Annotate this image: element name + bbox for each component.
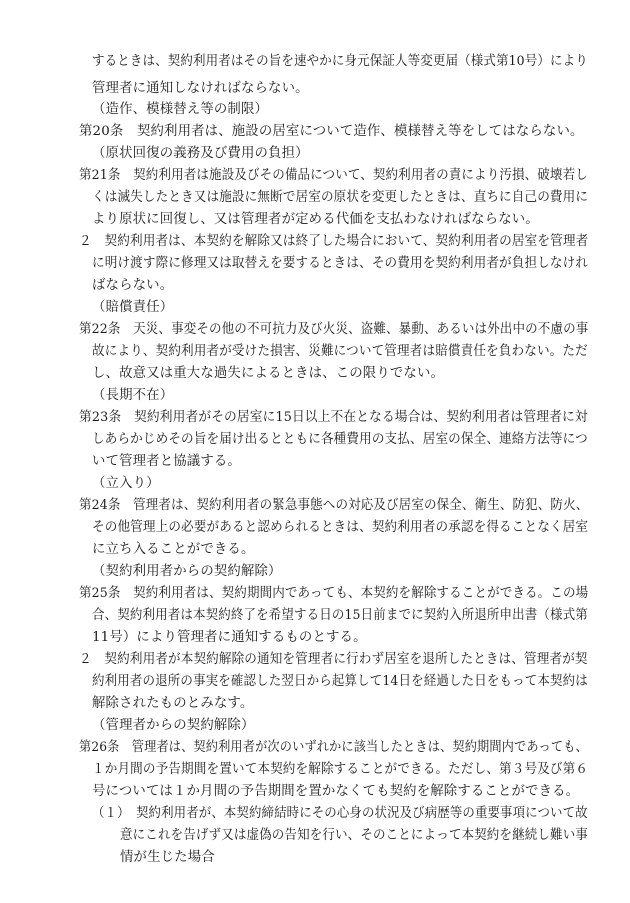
article-heading: （管理者からの契約解除） <box>92 718 255 733</box>
article-line: 第23条 契約利用者がその居室に15日以上不在となる場合は、契約利用者は管理者に対 <box>79 410 588 425</box>
article-heading: （契約利用者からの契約解除） <box>92 564 282 579</box>
text-line: より原状に回復し、又は管理者が定める代価を支払わなければならない。 <box>92 212 539 227</box>
article-line: 第26条 管理者は、契約利用者が次のいずれかに該当したときは、契約期間内であっても、 <box>79 740 588 755</box>
article-heading: （長期不在） <box>92 388 174 403</box>
text-line: 11号）により管理者に通知するものとする。 <box>92 630 367 645</box>
text-line: １か月間の予告期間を置いて本契約を解除することができる。ただし、第３号及び第６ <box>92 762 589 777</box>
article-heading: （造作、模様替え等の制限） <box>92 102 269 117</box>
text-line: いて管理者と協議する。 <box>92 454 241 469</box>
article-line: 第25条 契約利用者は、契約期間内であっても、本契約を解除することができる。この場 <box>79 586 589 601</box>
text-line: に明け渡す際に修理又は取替えを要するときは、その費用を契約利用者が負担しなけれ <box>92 256 589 271</box>
article-heading: （賠償責任） <box>92 300 174 315</box>
text-line: 意にこれを告げず又は虚偽の告知を行い、そのことによって本契約を継続し難い事 <box>120 828 588 843</box>
text-line: くは滅失したとき又は施設に無断で居室の原状を変更したときは、直ちに自己の費用に <box>92 190 589 205</box>
text-line: するときは、契約利用者はその旨を速やかに身元保証人等変更届（様式第10号）により <box>92 54 588 69</box>
text-line: に立ち入ることができる。 <box>92 542 255 557</box>
paragraph-line: ２ 契約利用者が本契約解除の通知を管理者に行わず居室を退所したときは、管理者が契 <box>79 652 588 667</box>
article-line: 第21条 契約利用者は施設及びその備品について、契約利用者の責により汚損、破壊若し <box>79 168 588 183</box>
article-line: 第24条 管理者は、契約利用者の緊急事態への対応及び居室の保全、衛生、防犯、防火、 <box>79 498 589 513</box>
text-line: 合、契約利用者は本契約終了を希望する日の15日前までに契約入所退所申出書（様式第 <box>92 608 588 623</box>
text-line: 管理者に通知しなければならない。 <box>92 81 309 96</box>
text-line: 故により、契約利用者が受けた損害、災難について管理者は賠償責任を負わない。ただ <box>92 344 588 359</box>
article-line: 第20条 契約利用者は、施設の居室について造作、模様替え等をしてはならない。 <box>79 124 584 139</box>
text-line: その他管理上の必要があると認められるときは、契約利用者の承認を得ることなく居室 <box>92 520 589 535</box>
paragraph-line: ２ 契約利用者は、本契約を解除又は終了した場合において、契約利用者の居室を管理者 <box>79 234 589 249</box>
text-line: しあらかじめその旨を届け出るとともに各種費用の支払、居室の保全、連絡方法等につ <box>92 432 588 447</box>
text-line: 解除されたものとみなす。 <box>92 696 254 711</box>
text-line: 号については１か月間の予告期間を置かなくても契約を解除することができる。 <box>92 784 580 799</box>
text-line: 情が生じた場合 <box>120 850 215 865</box>
text-line: 約利用者の退所の事実を確認した翌日から起算して14日を経過した日をもって本契約は <box>92 674 588 689</box>
text-line: ばならない。 <box>92 278 174 293</box>
list-item-line: （１） 契約利用者が、本契約締結時にその心身の状況及び病歴等の重要事項について故 <box>92 806 588 821</box>
article-line: 第22条 天災、事変その他の不可抗力及び火災、盗難、暴動、あるいは外出中の不慮の事 <box>79 322 589 337</box>
text-line: し、故意又は重大な過失によるときは、この限りでない。 <box>92 366 445 381</box>
article-heading: （立入り） <box>92 476 160 491</box>
article-heading: （原状回復の義務及び費用の負担） <box>92 146 309 161</box>
